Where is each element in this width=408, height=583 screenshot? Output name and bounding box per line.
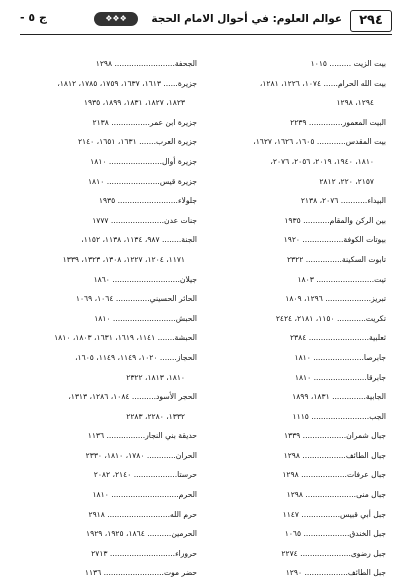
index-entry: بيت الله الحرام...... ١٠٧٤، ١٢٢٦، ١٢٨١،	[259, 78, 386, 88]
index-entry-continuation: ١١٧١، ١٢٠٤، ١٢٢٧، ١٣٠٨، ١٣٢٣، ١٣٣٩	[62, 254, 185, 264]
running-title: عوالم العلوم: في أحوال الامام الحجة	[151, 13, 342, 25]
index-entry: الحبشة....... ١١٤١، ١٦١٩، ١٦٣١، ١٨٠٣، ١٨١٠	[54, 333, 197, 343]
index-entry: بيت الزيت ......... ١٠١٥	[310, 59, 386, 68]
index-entry: تبريز................... ١٢٩٦، ١٨٠٩	[285, 294, 386, 304]
index-entry: جبال عرفات................... ١٢٩٨	[282, 470, 386, 480]
index-entry: البيت المعمور.............. ٢٢٣٩	[290, 117, 386, 127]
index-entry: جبال شمران.................. ١٣٣٩	[283, 431, 386, 441]
index-entry: الحران............ ١٧٨٠، ١٨١٠، ٢٣٣٠	[85, 450, 197, 460]
index-entry-continuation: ١٢٩٤، ١٢٩٨	[336, 98, 374, 108]
page-header	[20, 4, 392, 35]
index-entry: الجب........................ ١١١٥	[292, 411, 386, 421]
index-entry: ثعلبية......................... ٢٣٨٤	[289, 333, 386, 343]
index-entry: جبل الخندق................... ١٠٦٥	[284, 529, 386, 539]
index-entry: بيوتات الكوفة................. ١٩٢٠	[283, 235, 386, 245]
ornament-icon: ❖❖❖	[94, 12, 138, 26]
index-entry: جابرقا...................... ١٨١٠	[294, 372, 386, 382]
index-column-right	[211, 54, 386, 583]
index-entry: الحرمين.......... ١٨٦٤، ١٩٢٥، ١٩٢٩	[86, 529, 197, 539]
index-entry: جبل أبي قبيس................ ١١٤٧	[282, 509, 386, 519]
index-entry: الحبش.......................... ١٨١٠	[94, 313, 197, 323]
index-entry: الجحفة......................... ١٢٩٨	[95, 59, 197, 68]
index-entry: الحرم............................ ١٨١٠	[92, 490, 197, 500]
index-entry: بين الركن والمقام........... ١٩٣٥	[284, 215, 386, 225]
volume-label: ج ٥ -	[20, 11, 47, 24]
index-entry: حديقة بني النجار................ ١١٣٦	[87, 431, 197, 441]
index-entry: الحائر الحسيني.............. ١٠٦٤، ١٠٦٩	[75, 294, 197, 304]
index-entry: جبال منى..................... ١٢٩٨	[286, 490, 386, 500]
index-entry-continuation: ١٨٢٣، ١٨٢٧، ١٨٣١، ١٨٩٩، ١٩٣٥	[83, 98, 185, 108]
index-entry: جنات عدن...................... ١٧٧٧	[92, 215, 197, 225]
index-entry: الحجر الأسود.......... ١٠٨٤، ١٢٨٦، ١٣١٣،	[68, 392, 197, 402]
index-entry: جلولاء......................... ١٩٣٥	[98, 196, 197, 206]
page-number: ٢٩٤	[359, 13, 383, 28]
index-entry: جزيرة...... ١٦١٣، ١٦٣٧، ١٧٥٩، ١٧٨٥، ١٨١٢،	[57, 78, 197, 88]
index-entry: تيت........................ ١٨٠٣	[297, 274, 386, 284]
index-entry: تابوت السكينة............... ٢٣٢٢	[286, 254, 386, 264]
index-entry-continuation: ١٨١٠، ١٨١٣، ٢٣٢٢	[126, 372, 185, 382]
index-entry: حرستا.................. ٢١٤٠، ٢٠٨٢	[93, 470, 197, 480]
index-column-left	[22, 54, 197, 583]
index-entry-continuation: ٢١٥٧، ٢٢٠، ٢٨١٢	[319, 176, 374, 186]
index-entry: جزيرة قيس...................... ١٨١٠	[87, 176, 197, 186]
index-entry: تكريت............ ١١٥٠، ٢١٨١، ٢٤٢٤	[275, 313, 386, 323]
index-entry: جيلان............................ ١٨٦٠	[93, 274, 197, 284]
index-entry: جابرصا..................... ١٨١٠	[294, 352, 386, 362]
index-entry: الجنة........ ٩٨٧، ١١٣٤، ١١٣٨، ١١٥٢،	[81, 235, 197, 245]
index-entry: جزيرة أوال...................... ١٨١٠	[90, 156, 197, 166]
index-entry: جزيرة ابن عمر................ ٢١٣٨	[92, 117, 197, 127]
index-entry: الجابية.............. ١٨٣١، ١٨٩٩	[292, 392, 386, 402]
index-entry: حضر موت......................... ١١٣٦	[84, 568, 197, 578]
index-entry: جزيرة العرب....... ١٦٣١، ١٦٥١، ٢١٤٠	[77, 137, 197, 147]
index-entry: جبال الطائف.................. ١٢٩٨	[283, 450, 386, 460]
index-entry: الحجاز....... ١٠٢٠، ١١٤٩، ١١٤٩، ١٦٠٥،	[75, 352, 197, 362]
index-entry: جبل الطائف.................. ١٢٩٠	[285, 568, 386, 578]
index-entry: حروراء........................... ٢٧١٣	[91, 548, 197, 558]
page-number-box	[350, 10, 392, 32]
index-entry: جبل رضوى..................... ٢٢٧٤	[281, 548, 386, 558]
index-entry: البيداء........... ٢٠٧٦، ٢١٣٨	[300, 196, 386, 206]
index-entry: بيت المقدس............ ١٦٠٥، ١٦٢٦، ١٦٢٧،	[253, 137, 386, 147]
index-entry-continuation: ١٨١٠، ١٩٤٠، ٢٠١٩، ٢٠٥٦، ٢٠٧٦،	[270, 156, 374, 166]
index-entry: حرم الله.......................... ٢٩١٨	[88, 509, 197, 519]
index-entry-continuation: ١٣٣٢، ٢٢٨٠، ٢٢٨٣	[126, 411, 185, 421]
